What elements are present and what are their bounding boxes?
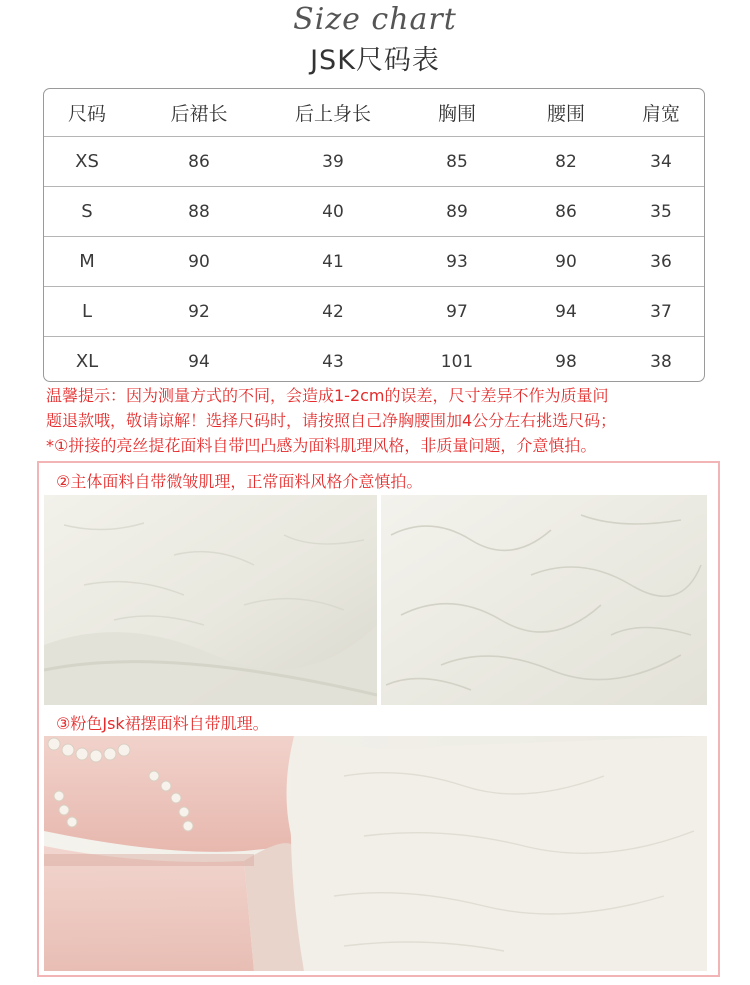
cell-size: L bbox=[44, 287, 130, 337]
header-back-length: 后裙长 bbox=[130, 89, 268, 137]
cell-value: 97 bbox=[398, 287, 516, 337]
cell-value: 39 bbox=[268, 137, 398, 187]
title-english: Size chart bbox=[293, 2, 457, 37]
fabric-caption-main: ②主体面料自带微皱肌理，正常面料风格介意慎拍。 bbox=[56, 472, 423, 491]
cell-value: 88 bbox=[130, 187, 268, 237]
cell-value: 85 bbox=[398, 137, 516, 187]
cell-size: M bbox=[44, 237, 130, 287]
cell-value: 86 bbox=[130, 137, 268, 187]
cell-value: 35 bbox=[616, 187, 705, 237]
cell-value: 93 bbox=[398, 237, 516, 287]
cell-value: 82 bbox=[516, 137, 616, 187]
cell-value: 40 bbox=[268, 187, 398, 237]
table-row bbox=[44, 237, 705, 287]
cell-value: 90 bbox=[130, 237, 268, 287]
cell-value: 41 bbox=[268, 237, 398, 287]
cell-value: 36 bbox=[616, 237, 705, 287]
table-row bbox=[44, 337, 705, 383]
header-shoulder: 肩宽 bbox=[616, 89, 705, 137]
note-line-2: 题退款哦，敬请谅解！选择尺码时，请按照自己净胸腰围加4公分左右挑选尺码； bbox=[46, 411, 617, 430]
table-row bbox=[44, 287, 705, 337]
cell-value: 90 bbox=[516, 237, 616, 287]
header-size: 尺码 bbox=[44, 89, 130, 137]
note-line-1: 温馨提示：因为测量方式的不同，会造成1-2cm的误差，尺寸差异不作为质量问 bbox=[46, 386, 609, 405]
cell-value: 94 bbox=[516, 287, 616, 337]
cell-value: 101 bbox=[398, 337, 516, 383]
cell-value: 89 bbox=[398, 187, 516, 237]
fabric-photo-white-left bbox=[44, 495, 377, 705]
cell-value: 42 bbox=[268, 287, 398, 337]
fabric-caption-pink: ③粉色Jsk裙摆面料自带肌理。 bbox=[56, 714, 269, 733]
cell-value: 94 bbox=[130, 337, 268, 383]
cell-size: XS bbox=[44, 137, 130, 187]
fabric-photo-pink-skirt bbox=[44, 736, 707, 971]
header-back-bodice-length: 后上身长 bbox=[268, 89, 398, 137]
size-chart-table bbox=[43, 88, 705, 382]
cell-value: 34 bbox=[616, 137, 705, 187]
table-row bbox=[44, 137, 705, 187]
fabric-photo-white-right bbox=[381, 495, 707, 705]
table-header-row bbox=[44, 89, 705, 137]
title-chinese: JSK尺码表 bbox=[310, 45, 440, 76]
cell-value: 92 bbox=[130, 287, 268, 337]
cell-size: S bbox=[44, 187, 130, 237]
cell-value: 98 bbox=[516, 337, 616, 383]
table-row bbox=[44, 187, 705, 237]
note-line-3: *①拼接的亮丝提花面料自带凹凸感为面料肌理风格，非质量问题，介意慎拍。 bbox=[46, 436, 597, 455]
cell-value: 38 bbox=[616, 337, 705, 383]
header-bust: 胸围 bbox=[398, 89, 516, 137]
cell-value: 43 bbox=[268, 337, 398, 383]
header-waist: 腰围 bbox=[516, 89, 616, 137]
cell-size: XL bbox=[44, 337, 130, 383]
cell-value: 37 bbox=[616, 287, 705, 337]
cell-value: 86 bbox=[516, 187, 616, 237]
